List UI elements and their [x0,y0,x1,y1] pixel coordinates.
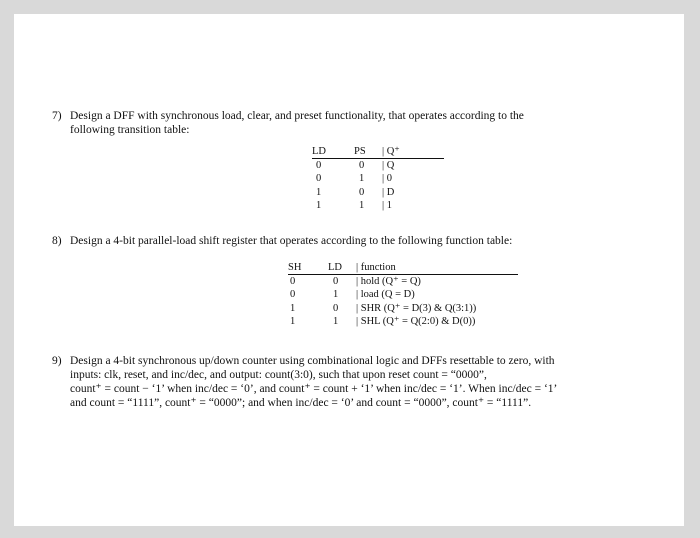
table-cell: 1 [316,186,322,198]
question-text-line: following transition table: [70,124,190,136]
table-cell: | hold (Q⁺ = Q) [356,276,421,288]
table-header-cell: | function [356,262,396,273]
question-number: 9) [52,355,62,367]
question-text-line: and count = “1111”, count⁺ = “0000”; and when inc/dec = ‘0’ and count = “0000”, count⁺ = “1111”. [70,397,532,409]
table-row [312,159,452,172]
table-header-cell: LD [328,262,342,273]
table-header-cell: PS [354,146,366,157]
question-text-line: inputs: clk, reset, and inc/dec, and output: count(3:0), such that upon reset count = “0000”, [70,369,487,381]
table-cell: | 1 [382,199,392,211]
table-row [312,199,452,212]
table-header-cell: LD [312,146,326,157]
table-cell: 1 [359,173,365,185]
table-cell: 0 [316,173,322,185]
question-text-line: Design a DFF with synchronous load, clear, and preset functionality, that operates according to the [70,110,524,122]
table-cell: 0 [359,160,365,172]
table-cell: | SHL (Q⁺ = Q(2:0) & D(0)) [356,315,476,327]
table-cell: 0 [333,302,339,314]
table-cell: 1 [316,199,322,211]
table-header-row [288,261,518,275]
table-cell: 0 [290,276,296,288]
question-9 [52,354,652,414]
table-row [288,288,528,301]
table-cell: 0 [359,186,365,198]
question-text-line: Design a 4-bit synchronous up/down counter using combinational logic and DFFs resettable to zero, with [70,355,555,367]
table-cell: 0 [316,160,322,172]
question-text-line: Design a 4-bit parallel-load shift register that operates according to the following function table: [70,235,513,247]
table-cell: | load (Q = D) [356,289,415,301]
table-cell: 1 [333,289,339,301]
table-cell: 1 [290,302,296,314]
table-header-cell: SH [288,262,302,273]
table-cell: | Q [382,160,395,172]
table-cell: 1 [333,315,339,327]
document-page [14,14,684,526]
table-header-cell: | Q⁺ [382,146,400,157]
table-header-row [312,145,444,159]
transition-table [312,145,452,212]
table-cell: | D [382,186,395,198]
question-number: 7) [52,110,62,122]
question-text-line: count⁺ = count − ‘1’ when inc/dec = ‘0’, and count⁺ = count + ‘1’ when inc/dec = ‘1’. When inc/dec = ‘1’ [70,383,558,395]
table-row [288,315,528,328]
table-row [288,302,528,315]
table-cell: | SHR (Q⁺ = D(3) & Q(3:1)) [356,302,477,314]
function-table [288,261,528,328]
table-row [288,275,528,288]
table-cell: | 0 [382,173,392,185]
table-row [312,172,452,185]
table-cell: 1 [290,315,296,327]
table-cell: 0 [290,289,296,301]
table-cell: 1 [359,199,365,211]
question-8 [52,234,652,250]
table-row [312,186,452,199]
question-number: 8) [52,235,62,247]
question-7 [52,109,652,139]
table-cell: 0 [333,276,339,288]
